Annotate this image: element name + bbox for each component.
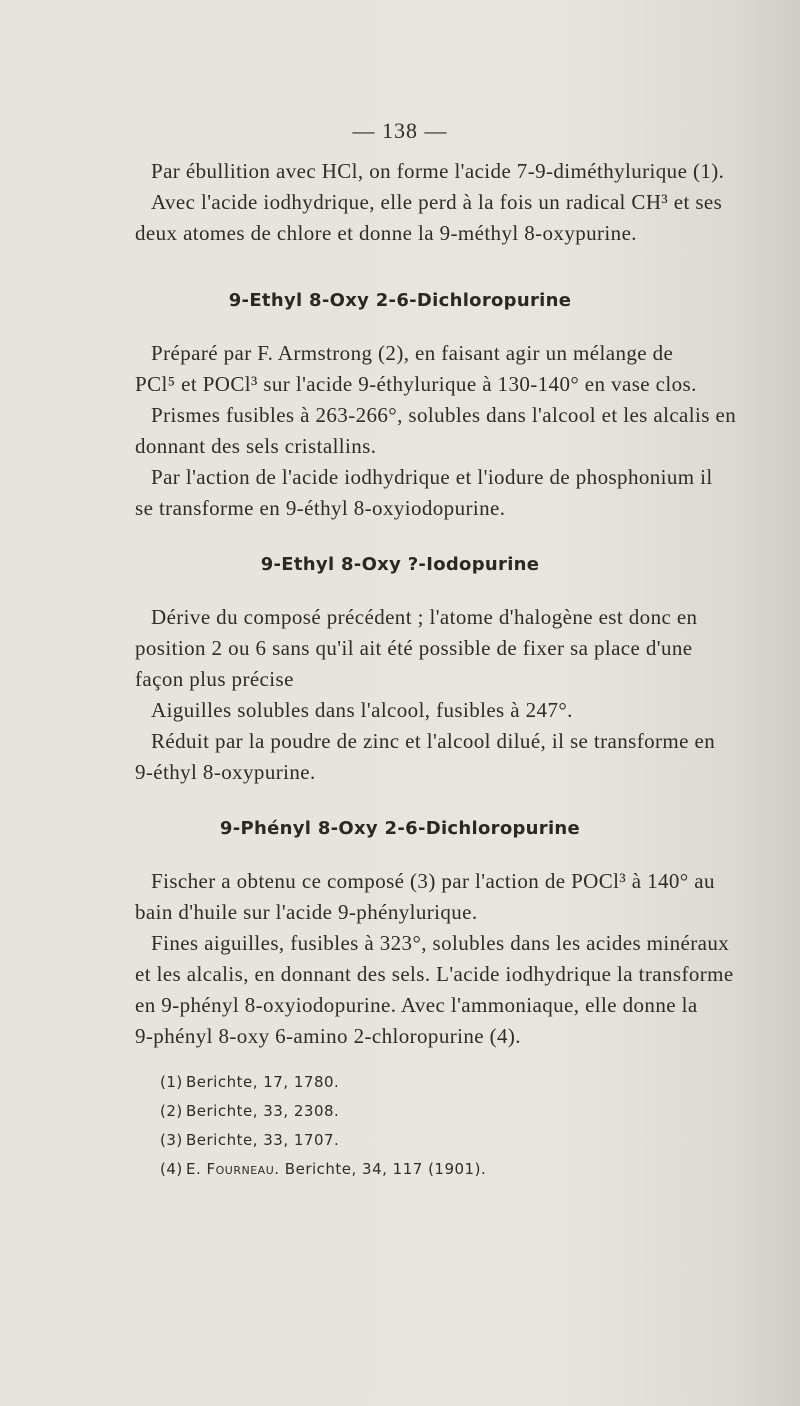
text-line: et les alcalis, en donnant des sels. L'acide iodhydrique la transforme	[135, 962, 734, 986]
footnote	[160, 1155, 486, 1184]
footnote	[160, 1126, 486, 1155]
footnote	[160, 1068, 486, 1097]
text-line: PCl⁵ et POCl³ sur l'acide 9-éthylurique à 130-140° en vase clos.	[135, 372, 697, 396]
text-line: 9-phényl 8-oxy 6-amino 2-chloropurine (4).	[135, 1024, 521, 1048]
text-line: Par l'action de l'acide iodhydrique et l'iodure de phosphonium il	[151, 465, 713, 489]
page-number: — 138 —	[352, 118, 448, 143]
text-line: Préparé par F. Armstrong (2), en faisant agir un mélange de	[151, 341, 674, 365]
footnote-author: Fourneau.	[206, 1160, 280, 1178]
text-line: façon plus précise	[135, 667, 294, 691]
section-body	[135, 866, 775, 1052]
intro-paragraph	[135, 156, 775, 249]
text-line: Fines aiguilles, fusibles à 323°, solubles dans les acides minéraux	[151, 931, 730, 955]
footnote-text: Berichte, 33, 1707.	[186, 1131, 340, 1149]
text-line: Par ébullition avec HCl, on forme l'acide 7-9-diméthylurique (1).	[151, 159, 725, 183]
footnote-number: (4)	[160, 1160, 183, 1178]
section-heading: 9-Phényl 8-Oxy 2-6-Dichloropurine	[219, 818, 581, 839]
section-body	[135, 602, 775, 788]
text-line: Dérive du composé précédent ; l'atome d'halogène est donc en	[151, 605, 698, 629]
text-line: Aiguilles solubles dans l'alcool, fusibles à 247°.	[151, 698, 573, 722]
footnote-text: Berichte, 33, 2308.	[186, 1102, 340, 1120]
text-line: bain d'huile sur l'acide 9-phénylurique.	[135, 900, 478, 924]
section-body	[135, 338, 775, 524]
text-line: deux atomes de chlore et donne la 9-méthyl 8-oxypurine.	[135, 221, 637, 245]
text-line: Prismes fusibles à 263-266°, solubles dans l'alcool et les alcalis en	[151, 403, 737, 427]
text-line: donnant des sels cristallins.	[135, 434, 377, 458]
text-line: Fischer a obtenu ce composé (3) par l'action de POCl³ à 140° au	[151, 869, 715, 893]
text-line: Avec l'acide iodhydrique, elle perd à la fois un radical CH³ et ses	[151, 190, 723, 214]
footnote-number: (2)	[160, 1102, 183, 1120]
section-heading: 9-Ethyl 8-Oxy 2-6-Dichloropurine	[228, 290, 572, 311]
footnote-number: (1)	[160, 1073, 183, 1091]
text-line: 9-éthyl 8-oxypurine.	[135, 760, 316, 784]
footnote-text: Berichte, 34, 117 (1901).	[279, 1160, 487, 1178]
footnote	[160, 1097, 486, 1126]
footnote-prefix: E.	[186, 1160, 207, 1178]
text-line: position 2 ou 6 sans qu'il ait été possible de fixer sa place d'une	[135, 636, 693, 660]
footnotes	[160, 1068, 486, 1184]
text-line: en 9-phényl 8-oxyiodopurine. Avec l'ammoniaque, elle donne la	[135, 993, 698, 1017]
text-line: Réduit par la poudre de zinc et l'alcool dilué, il se transforme en	[151, 729, 716, 753]
text-line: se transforme en 9-éthyl 8-oxyiodopurine.	[135, 496, 506, 520]
footnote-number: (3)	[160, 1131, 183, 1149]
section-heading: 9-Ethyl 8-Oxy ?-Iodopurine	[260, 554, 540, 575]
footnote-text: Berichte, 17, 1780.	[186, 1073, 340, 1091]
